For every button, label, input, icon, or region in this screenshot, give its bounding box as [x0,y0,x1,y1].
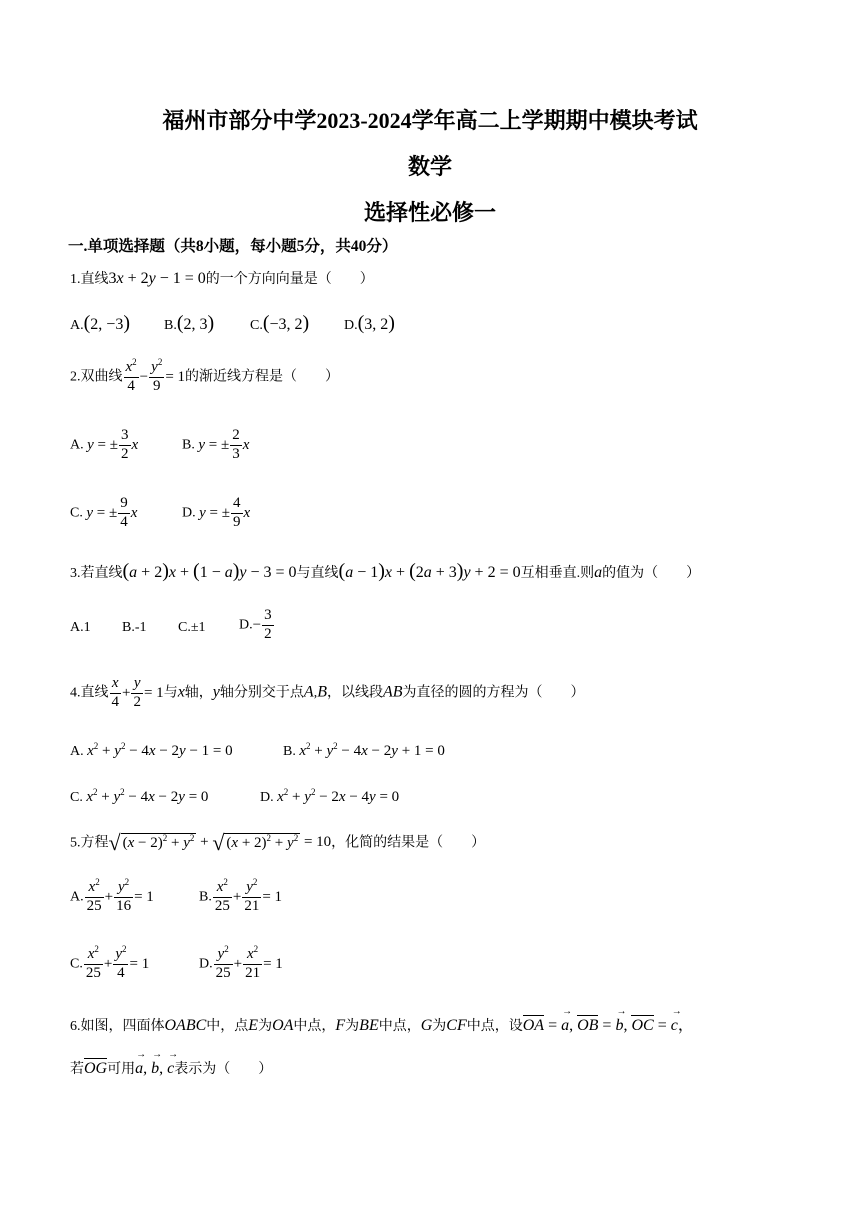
subject-title: 数学 [407,154,452,179]
q5-option-d: D. $\frac{y^2}{25}$ + $\frac{x^2}{21}$ = 1 [199,944,283,981]
q1-option-a: A.(2, −3) [70,312,130,334]
q4-option-a: A. $x^2 + y^2 - 4x - 2y - 1 = 0$ [70,741,233,759]
q3-option-d: D.− $\frac{3}{2}$ [239,607,272,642]
section-heading: 一.单项选择题（共8小题，每小题5分，共40分） [68,238,398,255]
q3-option-b: B.-1 [122,620,147,635]
q2-option-d: D. y = ± $\frac{4}{9}$ x [182,495,251,530]
question-3: 3.若直线(a + 2)x + (1 − a)y − 3 = 0与直线(a − 1)x + (2a + 3)y + 2 = 0互相垂直.则a的值为（ ） [70,560,701,582]
q2-option-c: C. y = ± $\frac{9}{4}$ x [70,495,138,530]
question-2: 2.双曲线 $\frac{x^2}{4}$ − $\frac{y^2}{9}$ = 1的渐近线方程是（ ） [70,357,340,394]
q2-option-a: A. y = ± $\frac{3}{2}$ x [70,427,139,462]
question-1: 1.直线3x + 2y − 1 = 0的一个方向向量是（ ） [70,270,374,287]
q1-option-d: D.(3, 2) [344,312,395,334]
q4-option-c: C. $x^2 + y^2 - 4x - 2y = 0$ [70,787,209,805]
q4-option-d: D. $x^2 + y^2 - 2x - 4y = 0$ [260,787,400,805]
q5-option-a: A. $\frac{x^2}{25}$ + $\frac{y^2}{16}$ = 1 [70,877,154,914]
question-6-line-1: 6.如图，四面体OABC中，点E为OA中点，F为BE中点，G为CF中点，设OA = → a, OB = → b, OC = → c， [70,1012,694,1035]
page-title: 福州市部分中学2023-2024学年高二上学期期中模块考试 [162,108,698,133]
q1-option-b: B.(2, 3) [164,312,215,334]
q5-option-c: C. $\frac{x^2}{25}$ + $\frac{y^2}{4}$ = 1 [70,944,150,981]
question-6-line-2: 若OG可用→ a, → b, → c表示为（ ） [70,1058,272,1078]
q1-option-c: C.(−3, 2) [250,312,310,334]
q2-option-b: B. y = ± $\frac{2}{3}$ x [182,427,250,462]
q4-option-b: B. $x^2 + y^2 - 4x - 2y + 1 = 0$ [283,741,445,759]
subtitle: 选择性必修一 [363,200,496,225]
q3-option-c: C.±1 [178,620,206,635]
q5-option-b: B. $\frac{x^2}{25}$ + $\frac{y^2}{21}$ = 1 [199,877,283,914]
q3-option-a: A.1 [70,620,91,635]
question-5: 5.方程√ $(x - 2)^2 + y^2$ + √ $(x + 2)^2 + y^2 = 10$，化简的结果是（ ） [70,830,486,855]
question-4: 4.直线 $\frac{x}{4}$ + $\frac{y}{2}$ = 1与x轴，y轴分别交于点A,B，以线段AB为直径的圆的方程为（ ） [70,675,585,710]
